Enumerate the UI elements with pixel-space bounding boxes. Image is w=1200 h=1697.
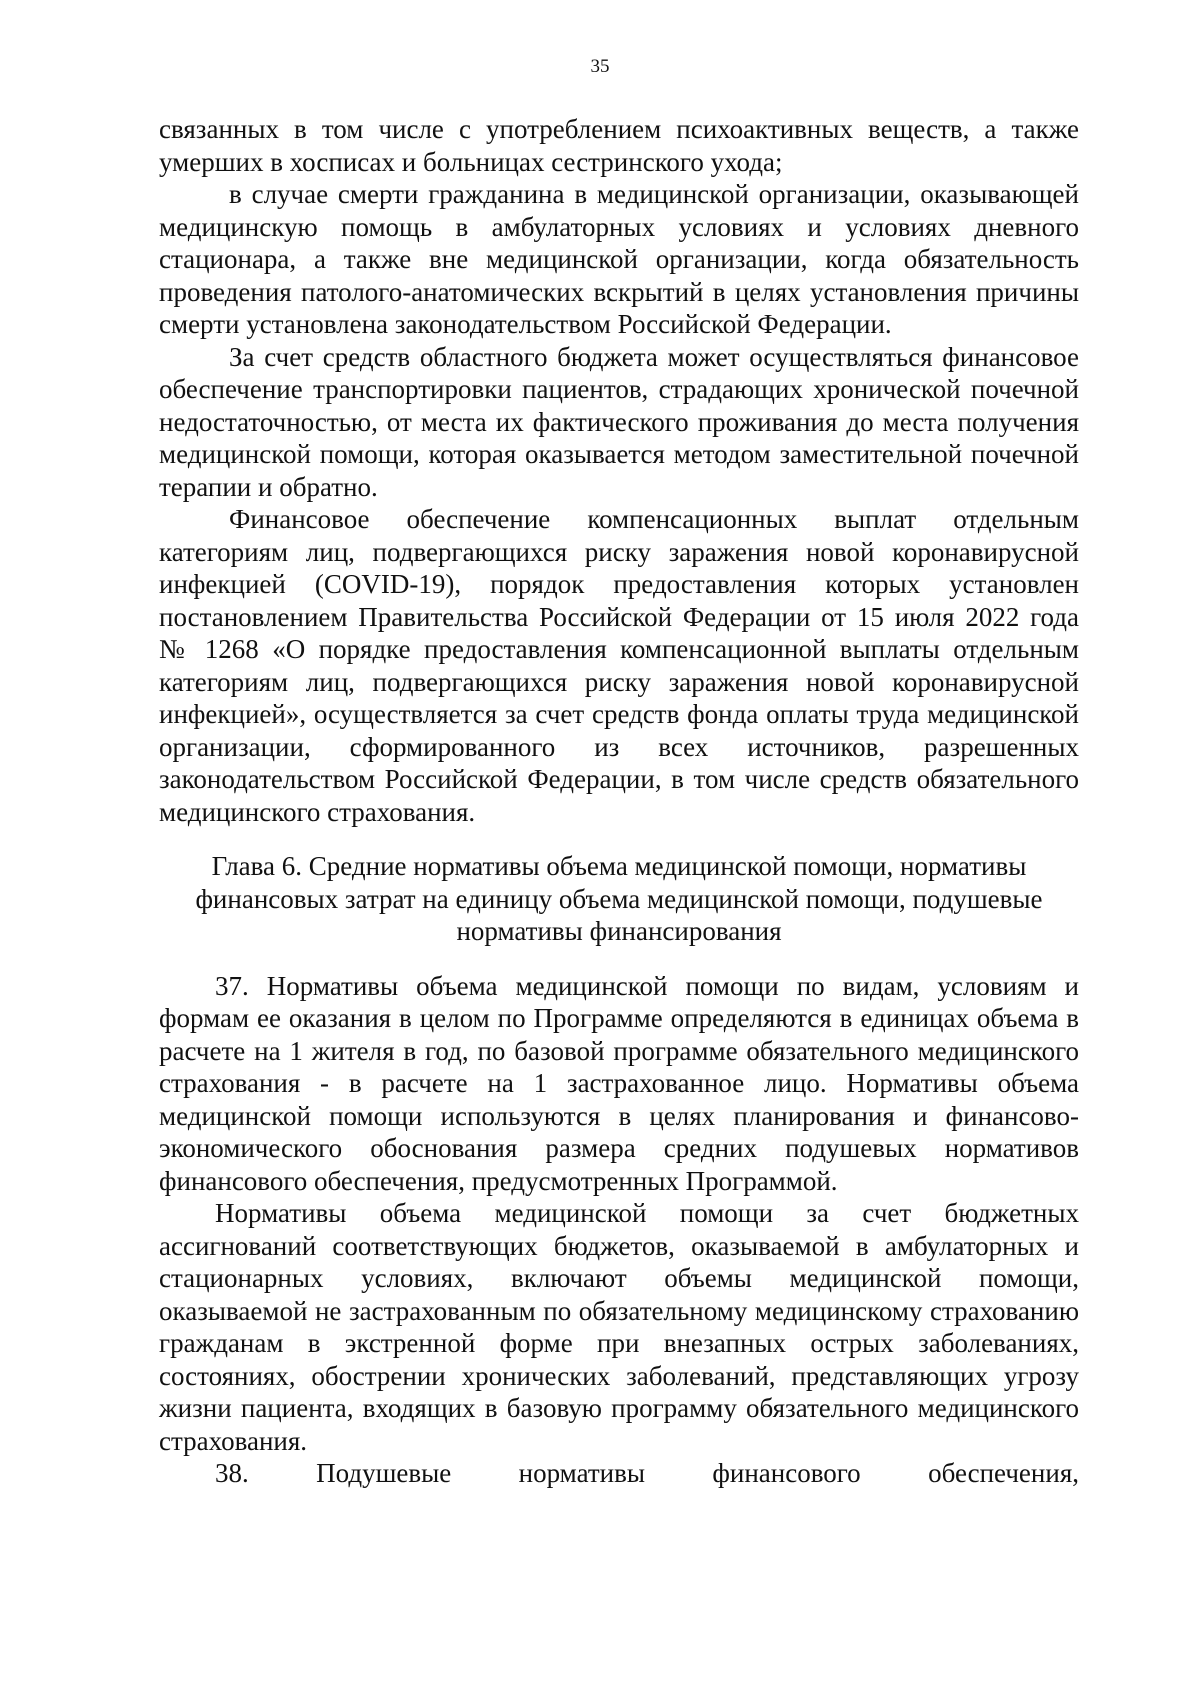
paragraph: Нормативы объема медицинской помощи за счет бюджетных ассигнований соответствующих бюджетов, оказываемой в амбулаторных и стационарных условиях, включают объемы медицинской помощи, оказываемой не застрахованным по обязательному медицинскому страхованию гражданам в экстренной форме при внезапных острых заболеваниях, состояниях, обострении хронических заболеваний, представляющих угрозу жизни пациента, входящих в базовую программу обязательного медицинского страхования.	[159, 1198, 1079, 1456]
page-number: 35	[590, 56, 610, 77]
paragraph: в случае смерти гражданина в медицинской организации, оказывающей медицинскую помощь в амбулаторных условиях и условиях дневного стационара, а также вне медицинской организации, когда обязательность проведения патолого-анатомических вскрытий в целях установления причины смерти установлена законодательством Российской Федерации.	[159, 179, 1079, 339]
paragraph: Финансовое обеспечение компенсационных выплат отдельным категориям лиц, подвергающихся риску заражения новой коронавирусной инфекцией (COVID-19), порядок предоставления которых установлен постановлением Правительства Российской Федерации от 15 июля 2022 года № 1268 «О порядке предоставления компенсационной выплаты отдельным категориям лиц, подвергающихся риску заражения новой коронавирусной инфекцией», осуществляется за счет средств фонда оплаты труда медицинской организации, сформированного из всех источников, разрешенных законодательством Российской Федерации, в том числе средств обязательного медицинского страхования.	[159, 504, 1079, 827]
paragraph: связанных в том числе с употреблением психоактивных веществ, а также умерших в хосписах и больницах сестринского ухода;	[159, 114, 1079, 177]
paragraph: За счет средств областного бюджета может осуществляться финансовое обеспечение транспортировки пациентов, страдающих хронической почечной недостаточностью, от места их фактического проживания до места получения медицинской помощи, которая оказывается методом заместительной почечной терапии и обратно.	[159, 341, 1079, 502]
document-body	[159, 113, 1079, 1490]
chapter-heading: Глава 6. Средние нормативы объема медицинской помощи, нормативы финансовых затрат на единицу объема медицинской помощи, подушевые нормативы финансирования	[195, 851, 1043, 946]
paragraph: 37. Нормативы объема медицинской помощи по видам, условиям и формам ее оказания в целом по Программе определяются в единицах объема в расчете на 1 жителя в год, по базовой программе обязательного медицинского страхования - в расчете на 1 застрахованное лицо. Нормативы объема медицинской помощи используются в целях планирования и финансово-экономического обоснования размера средних подушевых нормативов финансового обеспечения, предусмотренных Программой.	[159, 970, 1079, 1196]
paragraph: 38. Подушевые нормативы финансового обеспечения,	[215, 1458, 1079, 1488]
